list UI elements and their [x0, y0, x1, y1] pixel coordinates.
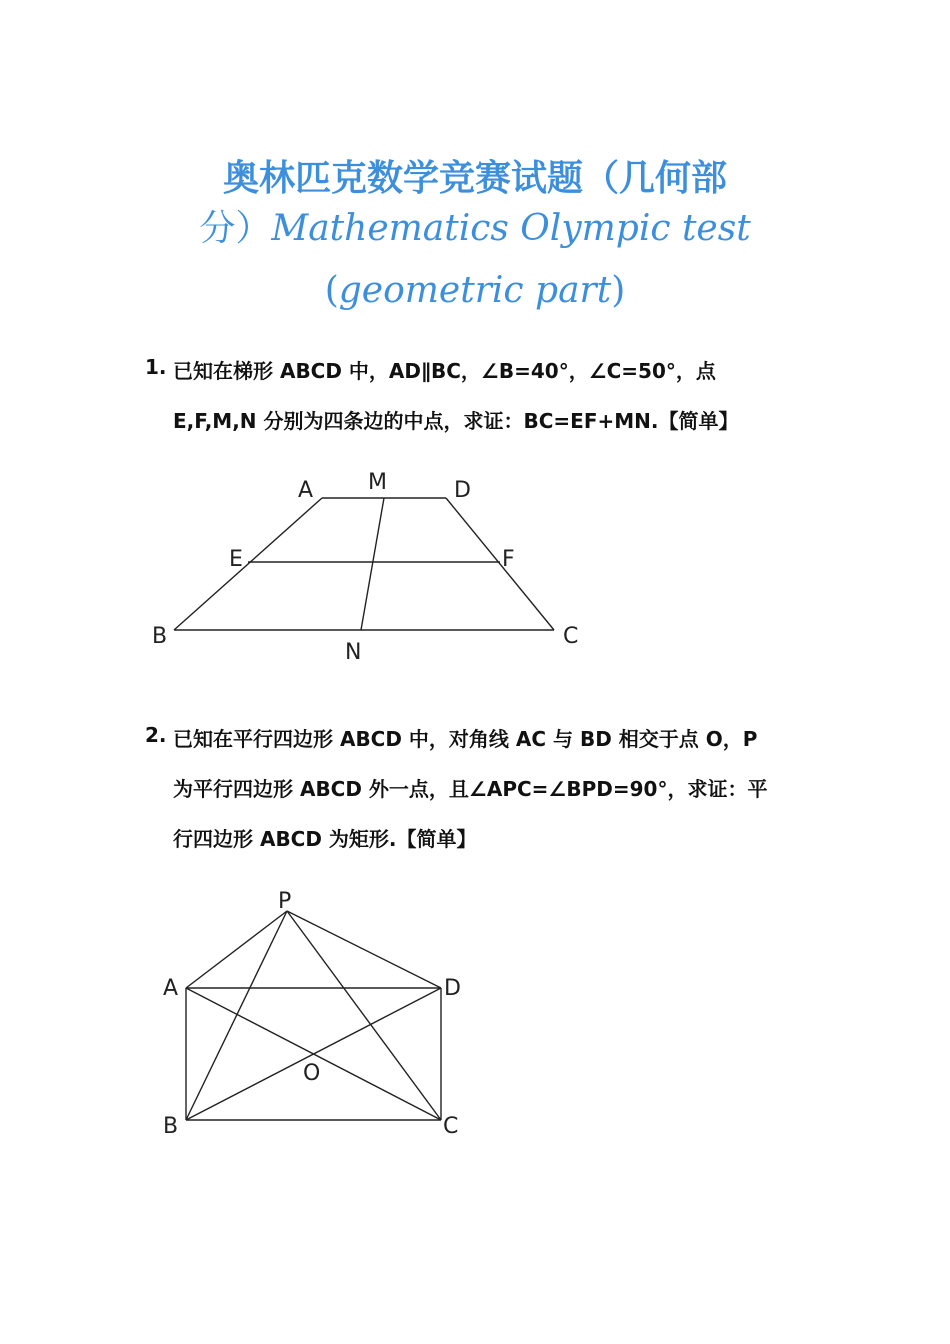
title-line-1: 奥林匹克数学竞赛试题（几何部: [222, 157, 727, 199]
title-en-part: Mathematics Olympic test: [271, 208, 751, 249]
problem-2-line-3: 行四边形 ABCD 为矩形.【简单】: [173, 827, 477, 851]
segment-PD: [287, 911, 441, 988]
label-P: P: [278, 889, 292, 914]
problem-1-line-1: 已知在梯形 ABCD 中，AD∥BC，∠B=40°，∠C=50°，点: [173, 359, 716, 383]
figure-parallelogram: [163, 889, 461, 1139]
segment-PB: [186, 911, 287, 1120]
label-B: B: [152, 624, 168, 649]
problem-2-line-2: 为平行四边形 ABCD 外一点，且∠APC=∠BPD=90°，求证：平: [173, 777, 768, 801]
label-C: C: [443, 1114, 459, 1139]
label-A: A: [298, 478, 314, 503]
label-D: D: [454, 478, 471, 503]
label-O: O: [303, 1061, 321, 1086]
segment-PA: [186, 911, 287, 988]
title-close-paren: ): [611, 270, 626, 311]
problem-1-line-2: E,F,M,N 分别为四条边的中点，求证：BC=EF+MN.【简单】: [173, 409, 739, 433]
title-open-paren: (: [324, 270, 339, 311]
problem-2-number: 2.: [145, 723, 167, 747]
title-geometric-part: geometric part: [338, 270, 612, 311]
segment-PC: [287, 911, 441, 1120]
segment-AB: [174, 498, 322, 630]
label-M: M: [368, 470, 387, 495]
segment-DC: [446, 498, 554, 630]
label-A: A: [163, 976, 179, 1001]
label-D: D: [444, 976, 461, 1001]
label-F: F: [502, 547, 515, 572]
title-cn-part: 分）: [199, 208, 272, 249]
label-C: C: [563, 624, 579, 649]
segment-MN: [361, 498, 384, 630]
label-N: N: [345, 640, 362, 665]
problem-1-number: 1.: [145, 355, 167, 379]
problem-2-line-1: 已知在平行四边形 ABCD 中，对角线 AC 与 BD 相交于点 O，P: [173, 727, 758, 751]
figure-trapezoid: [152, 470, 578, 665]
label-B: B: [163, 1114, 179, 1139]
label-E: E: [229, 547, 243, 572]
